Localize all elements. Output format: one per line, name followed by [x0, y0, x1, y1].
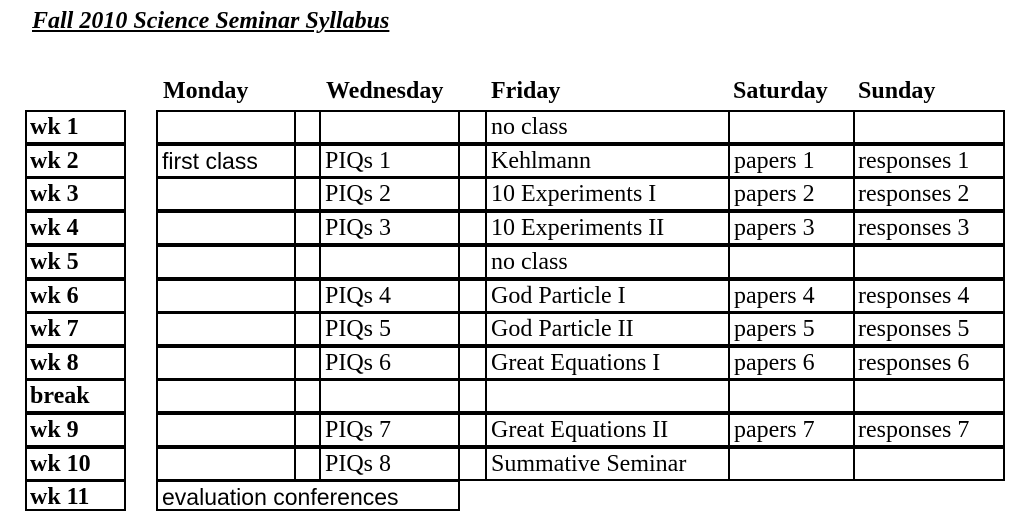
week-label: wk 1	[30, 114, 79, 140]
friday-entry: Summative Seminar	[491, 451, 687, 477]
gap1-cell	[294, 279, 321, 313]
header-saturday: Saturday	[733, 78, 828, 104]
wednesday-entry: PIQs 7	[325, 417, 392, 443]
gap2-cell	[458, 211, 487, 245]
gap1-cell	[294, 379, 321, 413]
monday-cell	[156, 312, 296, 346]
monday-cell	[156, 379, 296, 413]
saturday-entry: papers 2	[734, 181, 815, 207]
wednesday-entry: PIQs 6	[325, 350, 392, 376]
sunday-entry: responses 3	[858, 215, 970, 241]
gap2-cell	[458, 245, 487, 279]
header-friday: Friday	[491, 78, 561, 104]
sunday-entry: responses 7	[858, 417, 970, 443]
friday-entry: 10 Experiments I	[491, 181, 657, 207]
gap2-cell	[458, 346, 487, 380]
header-wednesday: Wednesday	[326, 78, 444, 104]
gap2-cell	[458, 110, 487, 144]
header-sunday: Sunday	[858, 78, 936, 104]
wednesday-cell	[319, 245, 460, 279]
saturday-entry: papers 1	[734, 148, 815, 174]
gap1-cell	[294, 211, 321, 245]
friday-entry: 10 Experiments II	[491, 215, 665, 241]
week-label: wk 3	[30, 181, 79, 207]
week-label: wk 11	[30, 484, 90, 510]
friday-entry: Great Equations II	[491, 417, 669, 443]
monday-cell	[156, 177, 296, 211]
header-monday: Monday	[163, 78, 249, 104]
gap1-cell	[294, 346, 321, 380]
wednesday-entry: PIQs 3	[325, 215, 392, 241]
saturday-cell	[728, 110, 855, 144]
week-label: wk 9	[30, 417, 79, 443]
friday-entry: Great Equations I	[491, 350, 661, 376]
week-label: wk 6	[30, 283, 79, 309]
gap1-cell	[294, 144, 321, 178]
monday-cell	[156, 447, 296, 481]
gap1-cell	[294, 177, 321, 211]
monday-cell	[156, 245, 296, 279]
gap2-cell	[458, 379, 487, 413]
saturday-cell	[728, 245, 855, 279]
wednesday-entry: PIQs 4	[325, 283, 392, 309]
gap2-cell	[458, 312, 487, 346]
friday-entry: God Particle I	[491, 283, 626, 309]
monday-cell	[156, 413, 296, 447]
monday-entry: evaluation conferences	[162, 484, 399, 510]
saturday-entry: papers 7	[734, 417, 815, 443]
wednesday-entry: PIQs 5	[325, 316, 392, 342]
gap1-cell	[294, 245, 321, 279]
wednesday-cell	[319, 379, 460, 413]
sunday-entry: responses 2	[858, 181, 970, 207]
week-label: wk 2	[30, 148, 79, 174]
gap2-cell	[458, 177, 487, 211]
wednesday-entry: PIQs 8	[325, 451, 392, 477]
monday-cell	[156, 110, 296, 144]
monday-cell	[156, 279, 296, 313]
saturday-entry: papers 4	[734, 283, 815, 309]
sunday-entry: responses 4	[858, 283, 970, 309]
wednesday-entry: PIQs 1	[325, 148, 392, 174]
sunday-entry: responses 6	[858, 350, 970, 376]
week-label: wk 4	[30, 215, 79, 241]
gap2-cell	[458, 447, 487, 481]
friday-entry: no class	[491, 249, 568, 275]
friday-cell	[485, 379, 730, 413]
sunday-cell	[853, 379, 1005, 413]
week-label: wk 7	[30, 316, 79, 342]
monday-cell	[156, 346, 296, 380]
sunday-entry: responses 1	[858, 148, 970, 174]
sunday-cell	[853, 245, 1005, 279]
gap2-cell	[458, 413, 487, 447]
friday-entry: God Particle II	[491, 316, 634, 342]
week-label: wk 8	[30, 350, 79, 376]
gap2-cell	[458, 279, 487, 313]
saturday-cell	[728, 379, 855, 413]
gap1-cell	[294, 312, 321, 346]
week-label: wk 10	[30, 451, 91, 477]
week-label: break	[30, 383, 90, 409]
monday-entry: first class	[162, 148, 258, 174]
saturday-entry: papers 3	[734, 215, 815, 241]
gap1-cell	[294, 110, 321, 144]
saturday-entry: papers 6	[734, 350, 815, 376]
friday-entry: Kehlmann	[491, 148, 591, 174]
sunday-cell	[853, 110, 1005, 144]
friday-entry: no class	[491, 114, 568, 140]
gap1-cell	[294, 447, 321, 481]
monday-cell	[156, 211, 296, 245]
sunday-entry: responses 5	[858, 316, 970, 342]
wednesday-cell	[319, 110, 460, 144]
document-title: Fall 2010 Science Seminar Syllabus	[32, 8, 390, 34]
wednesday-entry: PIQs 2	[325, 181, 392, 207]
week-label: wk 5	[30, 249, 79, 275]
gap2-cell	[458, 144, 487, 178]
gap1-cell	[294, 413, 321, 447]
saturday-cell	[728, 447, 855, 481]
saturday-entry: papers 5	[734, 316, 815, 342]
sunday-cell	[853, 447, 1005, 481]
